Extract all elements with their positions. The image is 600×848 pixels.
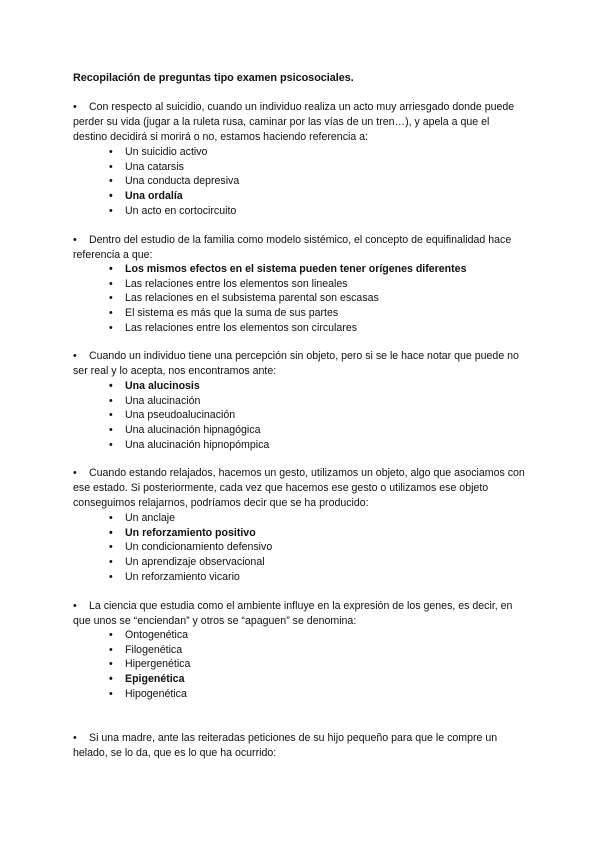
option-text: Una alucinación hipnagógica [125, 424, 261, 437]
question-text: Si una madre, ante las reiteradas peticiones de su hijo pequeño para que le compre un helado, se lo da, que es lo que ha ocurrido: [73, 732, 498, 759]
question-text: Dentro del estudio de la familia como modelo sistémico, el concepto de equifinalidad hace referencia a que: [73, 234, 512, 261]
question-2-options [107, 262, 547, 335]
option-text: Una catarsis [125, 160, 184, 173]
option-bullet: • [109, 687, 113, 700]
option-bullet: • [109, 190, 113, 203]
option-text: Un condicionamiento defensivo [125, 541, 273, 554]
question-3 [73, 349, 525, 379]
question-1 [73, 100, 525, 145]
option-text: Las relaciones entre los elementos son lineales [125, 277, 348, 290]
option [107, 570, 547, 585]
option-text: Un reforzamiento positivo [125, 526, 256, 539]
option-text: Las relaciones en el subsistema parental son escasas [125, 292, 379, 305]
question-bullet: • [73, 234, 77, 246]
option [107, 511, 547, 526]
option-correct [107, 189, 547, 204]
option-text: El sistema es más que la suma de sus partes [125, 307, 339, 320]
option-bullet: • [109, 160, 113, 173]
option [107, 540, 547, 555]
option-text: Hipergenética [125, 658, 191, 671]
option-text: Una alucinación [125, 394, 201, 407]
option-text: Hipogenética [125, 687, 187, 700]
option-correct [107, 379, 547, 394]
question-bullet: • [73, 732, 77, 744]
option-bullet: • [109, 146, 113, 158]
option-bullet: • [109, 629, 113, 641]
question-2 [73, 233, 525, 263]
option [107, 628, 547, 643]
option-bullet: • [109, 643, 113, 656]
option-text: Un aprendizaje observacional [125, 556, 265, 569]
question-text: La ciencia que estudia como el ambiente influye en la expresión de los genes, es decir, en que unos se “enciendan” y otros se “apaguen” se denomina: [73, 600, 513, 627]
option-text: Una pseudoalucinación [125, 409, 236, 422]
option-text: Epigenética [125, 673, 185, 686]
option-bullet: • [109, 204, 113, 217]
option [107, 174, 547, 189]
option-bullet: • [109, 292, 113, 305]
question-1-options [107, 145, 547, 218]
option-bullet: • [109, 658, 113, 671]
question-bullet: • [73, 101, 77, 113]
option-bullet: • [109, 438, 113, 451]
question-4-options [107, 511, 547, 584]
question-6 [73, 731, 525, 761]
option-text: Ontogenética [125, 629, 189, 641]
option-bullet: • [109, 424, 113, 437]
option-bullet: • [109, 673, 113, 686]
option [107, 160, 547, 175]
question-text: Cuando estando relajados, hacemos un gesto, utilizamos un objeto, algo que asociamos con ese estado. Si posteriormente, cada vez que hacemos ese gesto o utilizamos ese objeto conseguimos relajarnos, podríamos decir que se ha producido: [73, 467, 525, 509]
option-bullet: • [109, 556, 113, 569]
option [107, 291, 547, 306]
option-bullet: • [109, 526, 113, 539]
option-bullet: • [109, 409, 113, 422]
option [107, 423, 547, 438]
option-text: Una alucinación hipnopómpica [125, 438, 270, 451]
option-text: Una alucinosis [125, 380, 200, 392]
option-correct [107, 526, 547, 541]
question-bullet: • [73, 600, 77, 612]
option-bullet: • [109, 570, 113, 583]
option [107, 394, 547, 409]
question-5-options [107, 628, 547, 701]
option [107, 687, 547, 702]
option [107, 643, 547, 658]
option-bullet: • [109, 175, 113, 188]
option-text: Filogenética [125, 643, 183, 656]
question-5 [73, 599, 525, 629]
question-3-options [107, 379, 547, 452]
document-title: Recopilación de preguntas tipo examen psicosociales. [73, 72, 354, 84]
option-bullet: • [109, 394, 113, 407]
question-bullet: • [73, 350, 77, 362]
option-bullet: • [109, 321, 113, 334]
option-bullet: • [109, 380, 113, 392]
option-bullet: • [109, 277, 113, 290]
option-text: Un anclaje [125, 512, 176, 524]
option [107, 408, 547, 423]
option-text: Una ordalía [125, 190, 183, 203]
option-text: Las relaciones entre los elementos son circulares [125, 321, 358, 334]
option [107, 657, 547, 672]
option-bullet: • [109, 512, 113, 524]
option-text: Un reforzamiento vicario [125, 570, 240, 583]
option-correct [107, 262, 547, 277]
question-text: Con respecto al suicidio, cuando un individuo realiza un acto muy arriesgado donde puede perder su vida (jugar a la ruleta rusa, caminar por las vías de un tren…), y apela a que el destino decidirá si morirá o no, estamos haciendo referencia a: [73, 101, 515, 143]
option-bullet: • [109, 541, 113, 554]
option [107, 438, 547, 453]
question-text: Cuando un individuo tiene una percepción sin objeto, pero si se le hace notar que puede no ser real y lo acepta, nos encontramos ante: [73, 350, 519, 377]
question-4 [73, 466, 525, 511]
option-bullet: • [109, 263, 113, 275]
option [107, 306, 547, 321]
option [107, 204, 547, 219]
option-text: Una conducta depresiva [125, 175, 240, 188]
option-bullet: • [109, 307, 113, 320]
option [107, 277, 547, 292]
option-correct [107, 672, 547, 687]
option-text: Un acto en cortocircuito [125, 204, 237, 217]
option [107, 321, 547, 336]
option-text: Los mismos efectos en el sistema pueden tener orígenes diferentes [125, 263, 467, 275]
option [107, 555, 547, 570]
option-text: Un suicidio activo [125, 146, 208, 158]
question-bullet: • [73, 467, 77, 479]
option [107, 145, 547, 160]
